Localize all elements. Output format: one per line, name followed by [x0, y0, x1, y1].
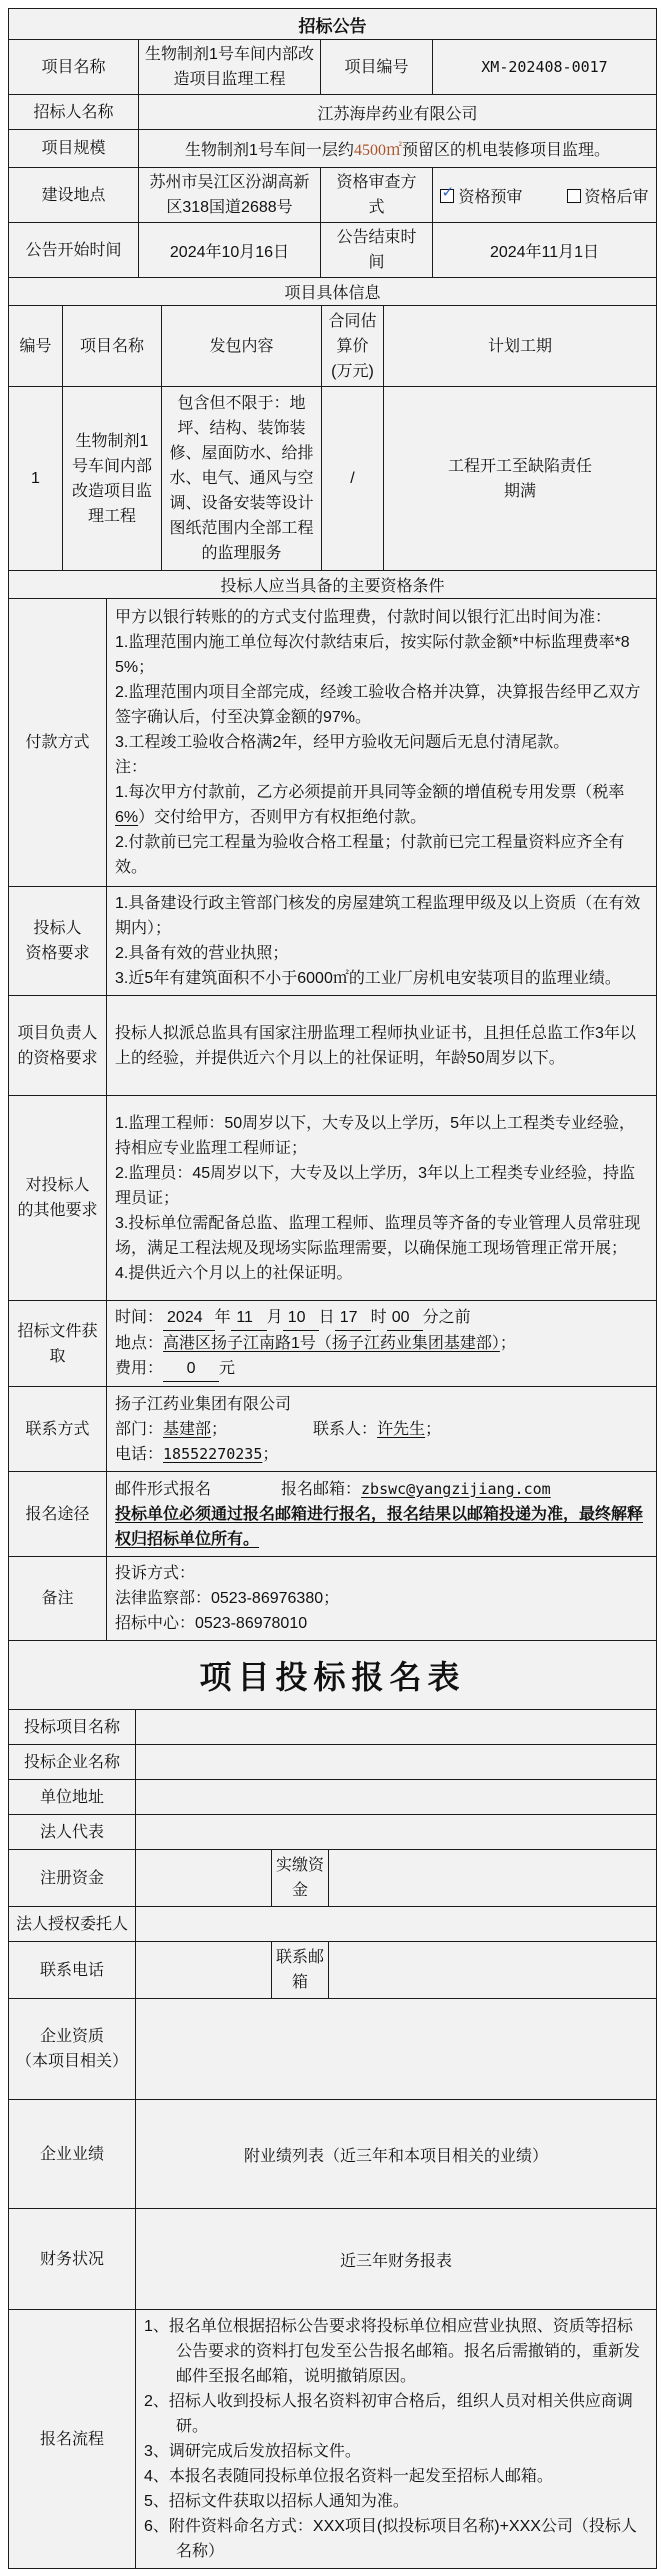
bidder-qualification-label	[9, 887, 107, 996]
review-method-label-text: 资格审查方式	[336, 174, 417, 216]
col-header-budget: 合同估算价(万元)	[322, 306, 384, 387]
table-row	[9, 387, 657, 571]
col-header-no: 编号	[9, 306, 63, 387]
col-header-name: 项目名称	[63, 306, 162, 387]
phone-label: 电话：	[115, 1445, 164, 1463]
company-qualification-value-cell	[136, 1999, 657, 2100]
table-row	[9, 1472, 657, 1557]
time-day-unit: 日	[318, 1309, 335, 1326]
signup-path-content	[107, 1472, 657, 1557]
file-acquisition-label: 招标文件获取	[9, 1301, 107, 1387]
pm-label-line2: 的资格要求	[17, 1049, 98, 1067]
payment-line: 3.工程竣工验收合格满2年，经甲方验收无问题后无息付清尾款。	[115, 734, 570, 751]
review-method-label	[321, 168, 433, 223]
contact-email-value-cell	[329, 1942, 657, 1999]
signup-email-label: 报名邮箱：	[281, 1480, 362, 1498]
registered-capital-value-cell	[136, 1850, 272, 1907]
company-address-value-cell	[136, 1780, 657, 1815]
bid-company-name-value-cell	[136, 1745, 657, 1780]
table-row	[9, 1096, 657, 1301]
site-value: 苏州市吴江区汾湖高新区318国道2688号	[139, 168, 321, 223]
other-requirements-label-line1: 对投标人	[25, 1177, 90, 1194]
project-detail-table	[8, 305, 657, 599]
remark-label: 备注	[9, 1557, 107, 1641]
signup-email-value: zbswc@yangzijiang.com	[361, 1479, 551, 1498]
tender-document	[8, 8, 656, 2569]
section-project-detail: 项目具体信息	[9, 278, 657, 306]
table-row	[9, 2310, 657, 2569]
fee-label: 费用：	[115, 1360, 164, 1377]
prequalification-checkbox-checked	[440, 183, 455, 203]
row-content: 包含但不限于：地坪、结构、装饰装修、屋面防水、给排水、电气、通风与空调、设备安装等设计图纸范围内全部工程的监理服务	[162, 387, 322, 571]
payment-note-label: 注：	[115, 759, 148, 776]
phone-end: ；	[262, 1445, 279, 1463]
table-row	[9, 599, 657, 887]
check-icon: ✓	[441, 183, 455, 201]
bidder-qualification-line: 3.近5年有建筑面积不小于6000㎡的工业厂房机电安装项目的监理业绩。	[115, 970, 621, 987]
row-duration-text: 工程开工至缺陷责任期满	[448, 457, 593, 500]
bid-company-name-label: 投标企业名称	[9, 1745, 136, 1780]
payment-line: 甲方以银行转账的的方式支付监理费，付款时间以银行汇出时间为准：	[115, 609, 612, 626]
table-row	[9, 996, 657, 1096]
other-requirements-label	[9, 1096, 107, 1301]
table-row	[9, 1710, 657, 1745]
table-row	[9, 1999, 657, 2100]
signup-process-item: 1、报名单位根据招标公告要求将投标单位相应营业执照、资质等招标公告要求的资料打包发至公告报名邮箱。报名后需撤销的，重新发邮件至报名邮箱，说明撤销原因。	[144, 2318, 641, 2385]
time-label: 时间：	[115, 1309, 164, 1326]
time-day: 10	[283, 1305, 319, 1331]
contact-person-value: 许先生	[377, 1420, 426, 1438]
time-month-unit: 月	[266, 1309, 283, 1326]
place-label: 地点：	[115, 1335, 164, 1352]
registered-capital-label: 注册资金	[9, 1850, 136, 1907]
signup-form-title: 项目投标报名表	[9, 1641, 657, 1710]
other-requirements-content	[107, 1096, 657, 1301]
signup-process-item: 6、附件资料命名方式：XXX项目(拟投标项目名称)+XXX公司（投标人名称）	[144, 2518, 637, 2560]
time-minute-unit: 分之前	[422, 1309, 471, 1326]
company-performance-label: 企业业绩	[9, 2100, 136, 2209]
signup-path-label: 报名途径	[9, 1472, 107, 1557]
site-label: 建设地点	[9, 168, 139, 223]
pm-label-line1: 项目负责人	[17, 1024, 98, 1042]
bidder-qualification-line: 2.具备有效的营业执照；	[115, 945, 289, 962]
payment-line: 2.监理范围内项目全部完成，经竣工验收合格并决算，决算报告经甲乙双方签字确认后，付至决算金额的97%。	[115, 684, 641, 726]
table-row	[9, 1780, 657, 1815]
paid-capital-value-cell	[329, 1850, 657, 1907]
table-row	[9, 1557, 657, 1641]
project-name-label: 项目名称	[9, 40, 139, 95]
other-requirement-line: 1.监理工程师：50周岁以下，大专及以上学历，5年以上工程类专业经验，持相应专业监理工程师证；	[115, 1114, 636, 1157]
table-row	[9, 2100, 657, 2209]
announce-end-label	[321, 223, 433, 278]
postqualification-checkbox-unchecked	[567, 189, 581, 203]
contact-company: 扬子江药业集团有限公司	[115, 1395, 292, 1413]
file-acquisition-time-line	[115, 1305, 648, 1331]
table-row	[9, 887, 657, 996]
time-hour-unit: 时	[370, 1309, 387, 1326]
time-minute: 00	[387, 1305, 423, 1331]
row-duration	[384, 387, 657, 571]
notice-title: 招标公告	[9, 9, 657, 40]
remark-line: 投诉方式：	[115, 1565, 196, 1582]
table-row	[9, 1907, 657, 1942]
bidder-qualification-label-line2: 资格要求	[25, 945, 90, 962]
contact-phone-line	[115, 1442, 648, 1467]
file-acquisition-place-line	[115, 1331, 648, 1356]
signup-process-item: 4、本报名表随同投标单位报名资料一起发至招标人邮箱。	[144, 2468, 553, 2485]
payment-note-1	[115, 780, 648, 830]
payment-method-content	[107, 599, 657, 887]
dept-label: 部门：	[115, 1420, 164, 1438]
signup-process-item: 2、招标人收到投标人报名资料初审合格后，组织人员对相关供应商调研。	[144, 2393, 633, 2435]
scale-area-highlight: 4500㎡	[353, 142, 402, 159]
fee-value: 0	[163, 1356, 219, 1382]
company-address-label: 单位地址	[9, 1780, 136, 1815]
company-qualification-label	[9, 1999, 136, 2100]
contact-person-label: 联系人：	[313, 1420, 378, 1438]
other-requirement-line: 4.提供近六个月以上的社保证明。	[115, 1264, 353, 1282]
signup-form-table	[8, 1640, 657, 2569]
bidder-qualification-line: 1.具备建设行政主管部门核发的房屋建筑工程监理甲级及以上资质（在有效期内）；	[115, 895, 641, 937]
legal-representative-value-cell	[136, 1815, 657, 1850]
scale-value	[139, 130, 657, 168]
signup-process-item: 3、调研完成后发放招标文件。	[144, 2443, 361, 2460]
file-acquisition-content	[107, 1301, 657, 1387]
bidder-qualification-label-line1: 投标人	[33, 920, 82, 937]
table-row	[9, 1301, 657, 1387]
tenderer-label: 招标人名称	[9, 95, 139, 130]
table-row	[9, 1745, 657, 1780]
company-performance-value: 附业绩列表（近三年和本项目相关的业绩）	[136, 2100, 657, 2209]
paid-capital-label: 实缴资金	[272, 1850, 329, 1907]
bidder-qualification-content	[107, 887, 657, 996]
notice-header-table	[8, 8, 657, 306]
announce-start-value: 2024年10月16日	[139, 223, 321, 278]
time-year-unit: 年	[214, 1309, 231, 1326]
bid-project-name-label: 投标项目名称	[9, 1710, 136, 1745]
project-manager-qualification-label	[9, 996, 107, 1096]
signup-warning-line	[115, 1502, 648, 1552]
fee-unit: 元	[219, 1360, 236, 1377]
other-requirement-line: 2.监理员：45周岁以下，大专及以上学历，3年以上工程类专业经验，持监理员证；	[115, 1164, 636, 1207]
contact-content	[107, 1387, 657, 1472]
other-requirement-line: 3.投标单位需配备总监、监理工程师、监理员等齐备的专业管理人员常驻现场，满足工程法规及现场实际监理需要，以确保施工现场管理正常开展；	[115, 1214, 641, 1257]
signup-process-label: 报名流程	[9, 2310, 136, 2569]
contact-phone-value-cell	[136, 1942, 272, 1999]
row-no: 1	[9, 387, 63, 571]
signup-method: 邮件形式报名	[115, 1480, 212, 1498]
col-header-duration: 计划工期	[384, 306, 657, 387]
remark-line: 招标中心：0523-86978010	[115, 1615, 308, 1632]
payment-line: 1.监理范围内施工单位每次付款结束后，按实际付款金额*中标监理费率*85%；	[115, 634, 630, 676]
announce-end-value: 2024年11月1日	[433, 223, 657, 278]
table-row	[9, 1942, 657, 1999]
phone-value: 18552270235	[163, 1444, 263, 1463]
col-header-content: 发包内容	[162, 306, 322, 387]
bid-project-name-value-cell	[136, 1710, 657, 1745]
row-name: 生物制剂1号车间内部改造项目监理工程	[63, 387, 162, 571]
project-name-value: 生物制剂1号车间内部改造项目监理工程	[139, 40, 321, 95]
financial-status-value: 近三年财务报表	[136, 2209, 657, 2310]
table-row	[9, 1850, 657, 1907]
payment-note-1-post: ）交付给甲方，否则甲方有权拒绝付款。	[138, 809, 427, 826]
payment-method-label: 付款方式	[9, 599, 107, 887]
section-bidder-qualification: 投标人应当具备的主要资格条件	[9, 571, 657, 599]
row-budget: /	[322, 387, 384, 571]
scale-text-suffix: 预留区的机电装修项目监理。	[401, 142, 610, 159]
contact-label: 联系方式	[9, 1387, 107, 1472]
signup-email-line	[115, 1477, 648, 1502]
postqualification-label: 资格后审	[584, 188, 649, 206]
table-row	[9, 1815, 657, 1850]
contact-dept-line	[115, 1417, 648, 1442]
other-requirements-label-line2: 的其他要求	[17, 1202, 98, 1219]
project-no-value: XM-202408-0017	[433, 40, 657, 95]
place-value: 高港区扬子江南路1号（扬子江药业集团基建部）	[163, 1335, 500, 1352]
payment-note-1-rate: 6%	[115, 809, 139, 826]
remark-content	[107, 1557, 657, 1641]
payment-note-2: 2.付款前已完工程量为验收合格工程量；付款前已完工程量资料应齐全有效。	[115, 834, 625, 876]
scale-label: 项目规模	[9, 130, 139, 168]
signup-process-item: 5、招标文件获取以招标人通知为准。	[144, 2493, 409, 2510]
table-row	[9, 1387, 657, 1472]
project-no-label: 项目编号	[321, 40, 433, 95]
time-year: 2024	[163, 1305, 215, 1331]
announce-end-label-text: 公告结束时间	[336, 229, 417, 271]
place-end: ；	[499, 1335, 516, 1352]
contact-email-label: 联系邮箱	[272, 1942, 329, 1999]
table-row	[9, 2209, 657, 2310]
signup-process-content	[136, 2310, 657, 2569]
company-qualification-label-line1: 企业资质	[39, 2028, 104, 2045]
payment-note-1-pre: 1.每次甲方付款前，乙方必须提前开具同等金额的增值税专用发票（税率	[115, 784, 625, 801]
authorized-agent-value-cell	[136, 1907, 657, 1942]
time-month: 11	[231, 1305, 267, 1331]
announce-start-label: 公告开始时间	[9, 223, 139, 278]
dept-value: 基建部	[163, 1420, 212, 1438]
company-qualification-label-line2: （本项目相关）	[15, 2053, 128, 2070]
prequalification-label: 资格预审	[458, 188, 523, 206]
remark-line: 法律监察部：0523-86976380；	[115, 1590, 340, 1607]
time-hour: 17	[335, 1305, 371, 1331]
authorized-agent-label: 法人授权委托人	[9, 1907, 136, 1942]
contact-person-end: ；	[425, 1420, 442, 1438]
contact-phone-label: 联系电话	[9, 1942, 136, 1999]
dept-end: ；	[211, 1420, 228, 1438]
file-acquisition-fee-line	[115, 1356, 648, 1382]
scale-text-prefix: 生物制剂1号车间一层约	[185, 142, 354, 159]
tenderer-value: 江苏海岸药业有限公司	[139, 95, 657, 130]
legal-representative-label: 法人代表	[9, 1815, 136, 1850]
financial-status-label: 财务状况	[9, 2209, 136, 2310]
review-method-value	[433, 168, 657, 223]
project-manager-qualification-content: 投标人拟派总监具有国家注册监理工程师执业证书，且担任总监工作3年以上的经验，并提供近六个月以上的社保证明，年龄50周岁以下。	[107, 996, 657, 1096]
qualification-table	[8, 598, 657, 1641]
signup-warning-text: 投标单位必须通过报名邮箱进行报名，报名结果以邮箱投递为准，最终解释权归招标单位所有。	[115, 1505, 644, 1548]
